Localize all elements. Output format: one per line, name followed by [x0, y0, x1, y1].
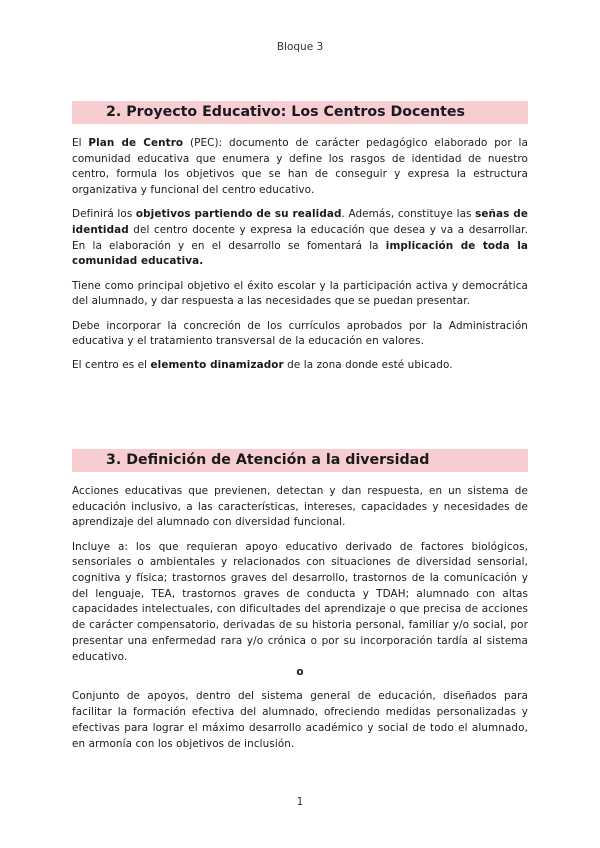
page-header: Bloque 3	[276, 41, 324, 53]
section-body-atencion-diversidad	[72, 484, 528, 752]
paragraph-objetivos	[72, 207, 528, 270]
text-run: El	[72, 137, 89, 149]
paragraph-conjunto-apoyos: Conjunto de apoyos, dentro del sistema general de educación, diseñados para facilitar la formación efectiva del alumnado, ofreciendo medidas personalizadas y efectivas para lograr el máximo desarrollo académico y social de todo el alumnado, en armonía con los objetivos de inclusión.	[72, 690, 528, 750]
bold-term: Plan de Centro	[88, 137, 184, 149]
paragraph-plan-de-centro	[72, 136, 528, 199]
bold-term: elemento dinamizador	[150, 359, 284, 372]
paragraph-objetivo-principal: Tiene como principal objetivo el éxito escolar y la participación activa y democrática del alumnado, y dar respuesta a las necesidades que se puedan presentar.	[72, 279, 528, 308]
text-run: El centro es el	[72, 359, 151, 372]
bold-term: implicación de toda la comunidad educativa.	[72, 239, 528, 268]
page-number: 1	[296, 796, 304, 808]
text-run: Definirá los	[72, 208, 136, 221]
paragraph-separator: o	[296, 666, 304, 679]
paragraph-curriculos: Debe incorporar la concreción de los currículos aprobados por la Administración educativa y el tratamiento transversal de la educación en valores.	[72, 319, 528, 348]
paragraph-acciones-educativas: Acciones educativas que previenen, detectan y dan respuesta, en un sistema de educación inclusivo, a las características, intereses, capacidades y necesidades de aprendizaje del alumnado con diversidad funcional.	[72, 485, 528, 529]
text-run: (PEC): documento de carácter pedagógico elaborado por la comunidad educativa que enumera y define los rasgos de identidad de nuestro centro, formula los objetivos que se han de conseguir y expresa la estructura organizativa y funcional del centro educativo.	[72, 137, 528, 197]
section-heading-atencion-diversidad: 3. Definición de Atención a la diversidad	[72, 449, 528, 472]
bold-term: señas de identidad	[72, 208, 528, 237]
text-run: de la zona donde esté ubicado.	[283, 359, 453, 372]
section-heading-proyecto-educativo: 2. Proyecto Educativo: Los Centros Docentes	[72, 101, 528, 124]
text-run: del centro docente y expresa la educación que desea y va a desarrollar. En la elaboración y en el desarrollo se fomentará la	[72, 224, 528, 252]
paragraph-incluye: Incluye a: los que requieran apoyo educativo derivado de factores biológicos, sensoriales o ambientales y relacionados con situaciones de diversidad sensorial, cognitiva y física; trastornos graves del desarrollo, trastornos de la comunicación y del lenguaje, TEA, trastornos graves de conducta y TDAH; alumnado con altas capacidades intelectuales, con dificultades del aprendizaje o que precisa de acciones de carácter compensatorio, derivadas de su historia personal, familiar y/o social, por presentar una enfermedad rara y/o crónica o por su incorporación tardía al sistema educativo.	[72, 540, 528, 663]
text-run: . Además, constituye las	[341, 208, 476, 221]
bold-term: objetivos partiendo de su realidad	[135, 208, 342, 221]
section-body-proyecto-educativo	[72, 136, 528, 374]
paragraph-elemento-dinamizador	[72, 358, 528, 374]
